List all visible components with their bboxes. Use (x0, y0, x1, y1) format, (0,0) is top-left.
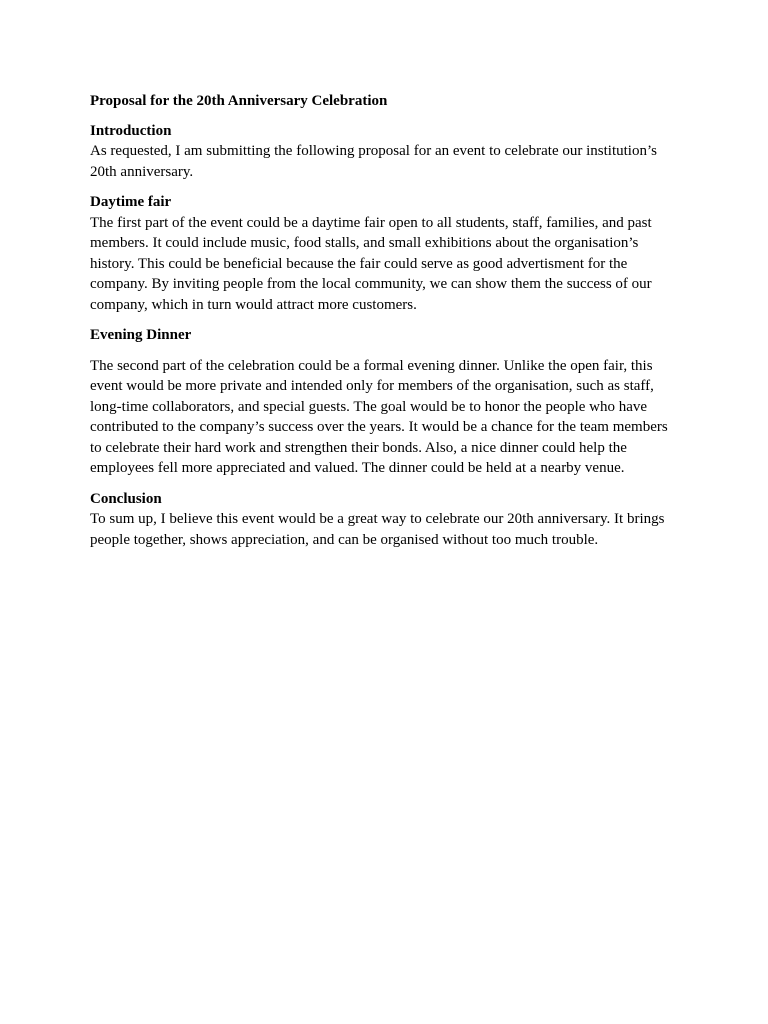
introduction-heading: Introduction (90, 122, 172, 139)
evening-dinner-heading: Evening Dinner (90, 327, 192, 343)
introduction-paragraph: As requested, I am submitting the following proposal for an event to celebrate our institution’s 20th anniversary. (90, 143, 657, 180)
evening-dinner-paragraph: The second part of the celebration could be a formal evening dinner. Unlike the open fair, this event would be more private and intended only for members of the organisation, such as staff, long-time collaborators, and special guests. The goal would be to honor the people who have contributed to the company’s success over the years. It would be a chance for the team members to celebrate their hard work and strengthen their bonds. Also, a nice dinner could help the employees fell more appreciated and valued. The dinner could be held at a nearby venue. (90, 357, 668, 476)
daytime-fair-paragraph: The first part of the event could be a daytime fair open to all students, staff, families, and past members. It could include music, food stalls, and small exhibitions about the organisation’s history. This could be beneficial because the fair could serve as good advertisment for the company. By inviting people from the local community, we can show them the success of our company, which in turn would attract more customers. (90, 214, 652, 313)
daytime-fair-heading: Daytime fair (90, 194, 172, 210)
conclusion-paragraph: To sum up, I believe this event would be a great way to celebrate our 20th anniversary. It brings people together, shows appreciation, and can be organised without too much trouble. (90, 511, 665, 548)
document-title: Proposal for the 20th Anniversary Celebration (90, 93, 388, 109)
conclusion-heading: Conclusion (90, 490, 162, 507)
